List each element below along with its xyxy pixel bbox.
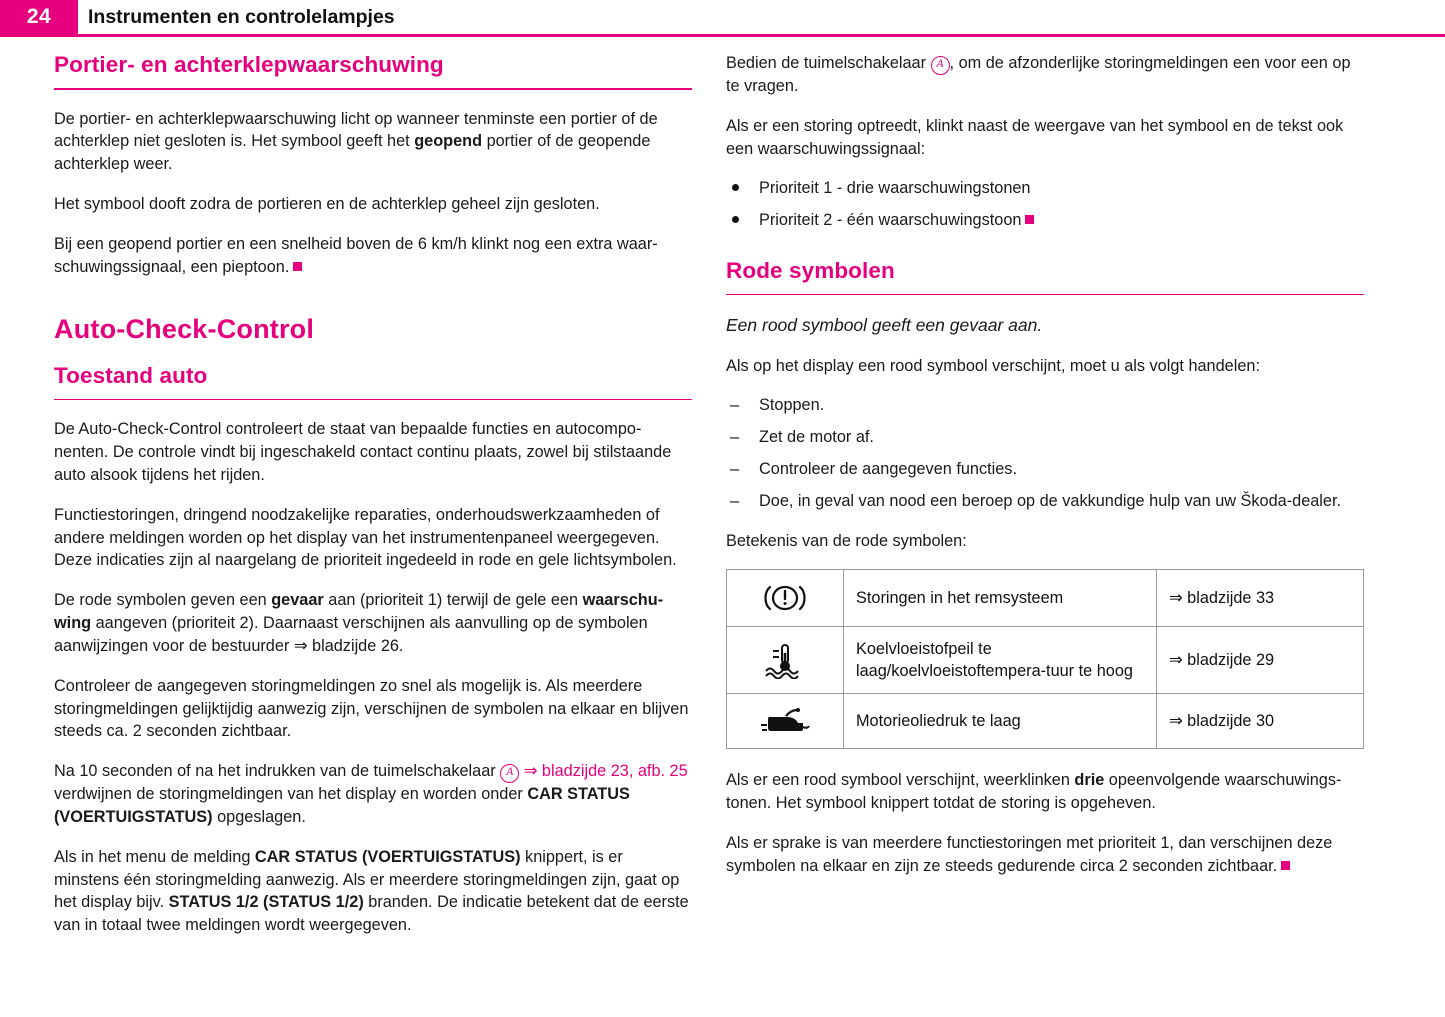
text-bold: CAR STATUS (VOERTUIGSTATUS) bbox=[54, 785, 630, 826]
heading-rule bbox=[54, 88, 692, 90]
symbol-description: Storingen in het remsysteem bbox=[844, 570, 1157, 627]
end-marker-square bbox=[1025, 215, 1034, 224]
page-title: Instrumenten en controlelampjes bbox=[88, 6, 395, 28]
paragraph-portier-3 bbox=[54, 233, 692, 279]
left-column bbox=[54, 52, 692, 954]
paragraph-acc-1: De Auto-Check-Control controleert de staat van bepaalde functies en autocompo-nenten. De controle vindt bij ingeschakeld contact continu plaats, zowel bij stilstaande auto alsook tijdens het rijden. bbox=[54, 420, 672, 484]
cross-reference: ⇒ bladzijde 26. bbox=[293, 636, 404, 655]
paragraph-acc-6 bbox=[54, 846, 692, 937]
paragraph-rode-2: Betekenis van de rode symbolen: bbox=[726, 531, 967, 550]
cross-reference-link[interactable]: ⇒ bladzijde 23, afb. 25 bbox=[523, 762, 688, 781]
text-run: Na 10 seconden of na het indrukken van de tuimelschakelaar bbox=[54, 762, 501, 781]
table-row bbox=[727, 570, 1364, 627]
paragraph-portier-2: Het symbool dooft zodra de portieren en de achterklep geheel zijn gesloten. bbox=[54, 194, 600, 213]
list-item: – Stoppen. bbox=[726, 394, 1364, 417]
coolant-temperature-icon bbox=[727, 627, 844, 694]
symbol-meaning-table bbox=[726, 569, 1364, 749]
list-item: Prioriteit 1 - drie waarschuwingstonen bbox=[726, 177, 1364, 200]
text-run: Bij een geopend portier en een snelheid boven de 6 km/h klinkt nog een extra waar-schuwingssignaal, een pieptoon. bbox=[54, 234, 658, 276]
paragraph-portier-1 bbox=[54, 108, 692, 176]
paragraph-rode-1: Als op het display een rood symbool verschijnt, moet u als volgt handelen: bbox=[726, 356, 1260, 375]
brake-warning-icon bbox=[727, 570, 844, 627]
text-run: , om de afzonderlijke storingmeldingen een voor een op te vragen. bbox=[726, 54, 1351, 95]
list-item-text: Prioriteit 2 - één waarschuwingstoon bbox=[759, 211, 1022, 230]
text-run: De rode symbolen geven een bbox=[54, 591, 272, 610]
text-run: verdwijnen de storingmeldingen van het display en worden onder bbox=[54, 785, 528, 804]
paragraph-acc-4: Controleer de aangegeven storingmeldingen zo snel als mogelijk is. Als meerdere storingmeldingen gelijktijdig aanwezig zijn, verschijnen de symbolen na elkaar en blijven steeds ca. 2 seconden zichtbaar. bbox=[54, 676, 689, 741]
text-bold: gevaar bbox=[271, 591, 324, 610]
symbol-page-reference: ⇒ bladzijde 30 bbox=[1157, 694, 1364, 749]
header-divider bbox=[0, 34, 1445, 37]
symbol-description: Koelvloeistofpeil te laag/koelvloeistoftempera-tuur te hoog bbox=[844, 627, 1157, 694]
page-number-badge: 24 bbox=[0, 0, 78, 34]
text-run: portier of de geopende achterklep weer. bbox=[54, 132, 651, 174]
paragraph-rode-3 bbox=[726, 769, 1364, 815]
subheading-rule bbox=[54, 399, 692, 400]
paragraph-intro-1 bbox=[726, 52, 1364, 98]
lead-paragraph: Een rood symbool geeft een gevaar aan. bbox=[726, 315, 1043, 336]
paragraph-acc-2: Functiestoringen, dringend noodzakelijke reparaties, onderhoudswerkzaamheden of andere meldingen worden op het display van het instrumentenpaneel weergegeven. Deze indicaties zijn al naargelang de prioriteit ingedeeld in rode en gele lichtsymbolen. bbox=[54, 505, 677, 570]
page-header bbox=[0, 0, 1445, 40]
priority-bullet-list bbox=[726, 177, 1364, 232]
text-run: aangeven (prioriteit 2). Daarnaast verschijnen als aanvulling op de symbolen aanwijzingen voor de bestuurder bbox=[54, 614, 648, 655]
list-item bbox=[726, 209, 1364, 232]
text-run: Als in het menu de melding bbox=[54, 847, 255, 866]
text-run: knippert, is er minstens één storingmelding aanwezig. Als er meerdere storingmeldingen zijn, gaat op het display bijv. bbox=[54, 847, 680, 912]
symbol-page-reference: ⇒ bladzijde 33 bbox=[1157, 570, 1364, 627]
table-row bbox=[727, 627, 1364, 694]
text-bold: geopend bbox=[414, 132, 483, 151]
heading-rule bbox=[726, 294, 1364, 295]
end-marker-square bbox=[1281, 861, 1290, 870]
symbol-page-reference: ⇒ bladzijde 29 bbox=[1157, 627, 1364, 694]
text-run: opgeslagen. bbox=[212, 807, 306, 826]
paragraph-intro-2: Als er een storing optreedt, klinkt naast de weergave van het symbool en de tekst ook een waarschuwingssignaal: bbox=[726, 116, 1344, 158]
rocker-switch-reference-icon: A bbox=[500, 764, 519, 783]
text-run: opeenvolgende waarschuwings-tonen. Het symbool knippert totdat de storing is opgeheven. bbox=[726, 771, 1342, 813]
symbol-description: Motorieoliedruk te laag bbox=[844, 694, 1157, 749]
section-heading-rode-symbolen: Rode symbolen bbox=[726, 258, 895, 284]
text-bold: drie bbox=[1074, 771, 1105, 790]
text-run: Bedien de tuimelschakelaar bbox=[726, 54, 931, 72]
paragraph-acc-3 bbox=[54, 589, 692, 657]
section-heading-auto-check-control: Auto-Check-Control bbox=[54, 314, 315, 345]
list-item: – Zet de motor af. bbox=[726, 426, 1364, 449]
section-heading-portier: Portier- en achterklepwaarschuwing bbox=[54, 52, 444, 77]
text-run: De portier- en achterklepwaarschuwing licht op wanneer tenminste een portier of de achterklep niet gesloten is. Het symbool geeft het bbox=[54, 109, 658, 151]
oil-pressure-icon bbox=[727, 694, 844, 749]
text-bold: waarschu-wing bbox=[54, 591, 664, 633]
list-item: – Doe, in geval van nood een beroep op de vakkundige hulp van uw Škoda-dealer. bbox=[726, 490, 1364, 513]
text-run: Als er een rood symbool verschijnt, weerklinken bbox=[726, 771, 1075, 790]
action-steps-list bbox=[726, 394, 1364, 512]
text-bold: STATUS 1/2 (STATUS 1/2) bbox=[168, 893, 364, 912]
text-run: aan (prioriteit 1) terwijl de gele een bbox=[323, 591, 583, 610]
paragraph-acc-5 bbox=[54, 760, 692, 829]
text-run: Als er sprake is van meerdere functiestoringen met prioriteit 1, dan verschijnen deze symbolen na elkaar en zijn ze steeds gedurende circa 2 seconden zichtbaar. bbox=[726, 834, 1333, 875]
rocker-switch-reference-icon: A bbox=[931, 56, 950, 75]
list-item: – Controleer de aangegeven functies. bbox=[726, 458, 1364, 481]
end-marker-square bbox=[293, 262, 302, 271]
right-column bbox=[726, 52, 1364, 895]
subsection-heading-toestand-auto: Toestand auto bbox=[54, 363, 208, 389]
table-row bbox=[727, 694, 1364, 749]
text-bold: CAR STATUS (VOERTUIGSTATUS) bbox=[254, 847, 521, 866]
text-run: branden. De indicatie betekent dat de eerste van in totaal twee meldingen wordt weergegeven. bbox=[54, 893, 689, 935]
paragraph-rode-4 bbox=[726, 832, 1364, 878]
